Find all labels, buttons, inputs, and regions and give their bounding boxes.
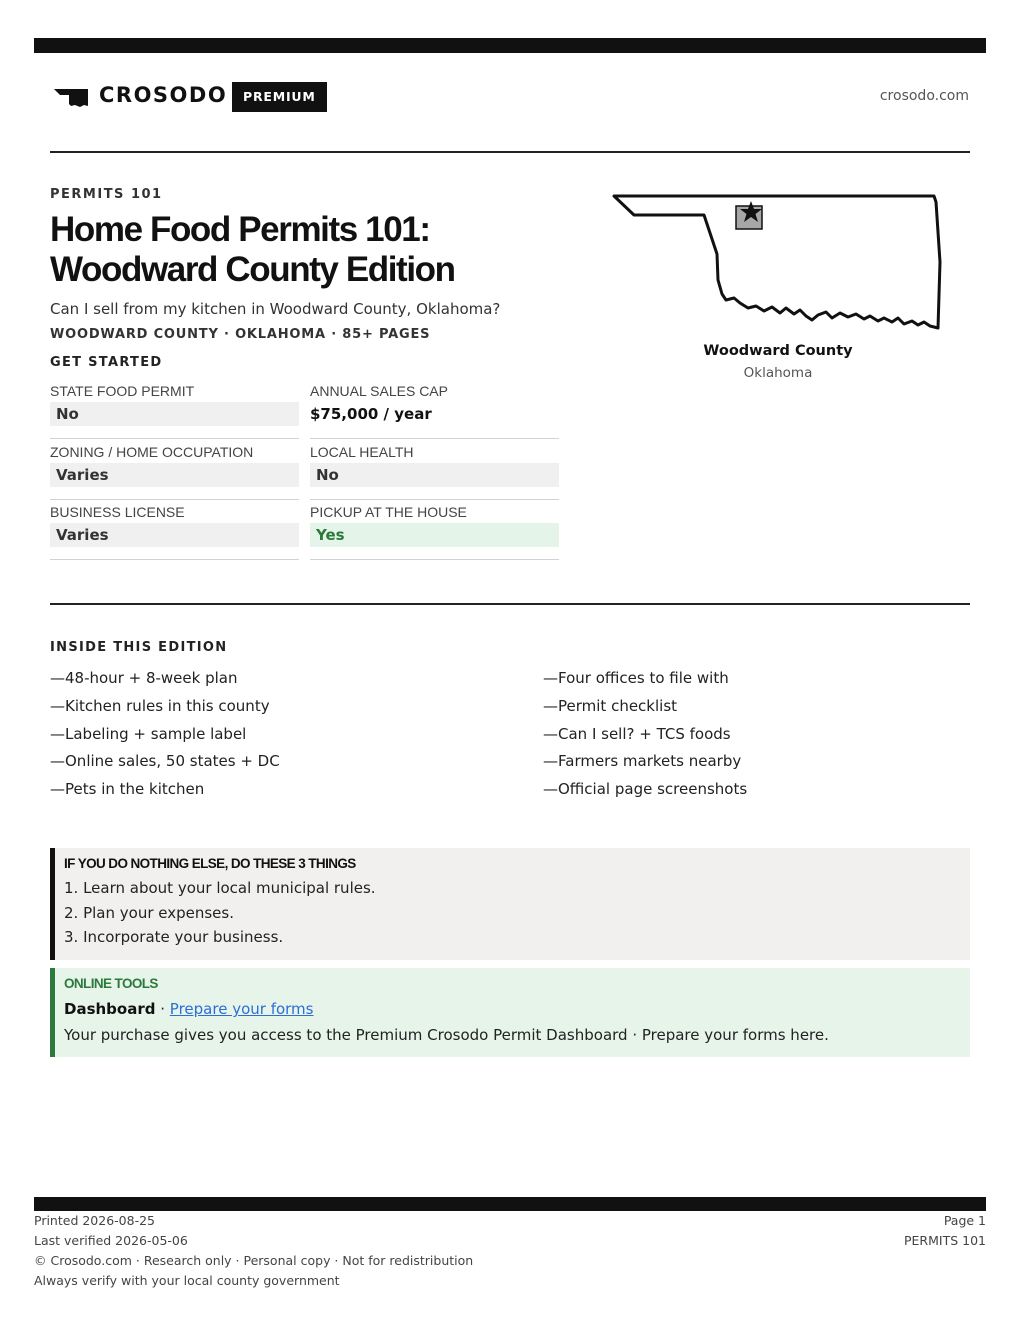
list-item: —Kitchen rules in this county: [50, 696, 270, 715]
fact-label: PICKUP AT THE HOUSE: [310, 504, 467, 520]
verify-note: Always verify with your local county government: [34, 1273, 340, 1288]
prepare-forms-link[interactable]: Prepare your forms: [169, 1000, 314, 1018]
map-county-name: Woodward County: [703, 343, 853, 359]
fact-label: BUSINESS LICENSE: [50, 504, 185, 520]
callout-title: IF YOU DO NOTHING ELSE, DO THESE 3 THINGS: [64, 856, 356, 871]
list-item: —Labeling + sample label: [50, 724, 247, 743]
edition-list-left: [50, 668, 280, 807]
list-item: —Permit checklist: [543, 696, 678, 715]
fact-label: STATE FOOD PERMIT: [50, 383, 195, 399]
brand-name[interactable]: CROSODO: [99, 83, 228, 107]
copyright-text: © Crosodo.com · Research only · Personal copy · Not for redistribution: [34, 1253, 474, 1268]
list-item: —48-hour + 8-week plan: [50, 669, 238, 687]
page-header: [50, 80, 970, 114]
page-title: [50, 210, 590, 290]
printed-date: Printed 2026-08-25: [34, 1213, 155, 1228]
fact-zoning: [50, 444, 299, 500]
map-state-name: Oklahoma: [743, 365, 813, 381]
site-url[interactable]: crosodo.com: [879, 88, 969, 104]
title-line-1: Home Food Permits 101:: [50, 210, 430, 249]
callout-list: [64, 879, 376, 953]
fact-value: Varies: [50, 523, 299, 547]
get-started-label: GET STARTED: [50, 355, 163, 370]
list-item: —Four offices to file with: [543, 669, 729, 687]
fact-pickup-at-house: [310, 504, 559, 560]
state-outline: [614, 196, 940, 328]
list-item: —Farmers markets nearby: [543, 752, 742, 771]
fact-value: $75,000 / year: [310, 405, 432, 423]
list-item: —Pets in the kitchen: [50, 780, 205, 799]
fact-local-health: [310, 444, 559, 500]
list-item: 2. Plan your expenses.: [64, 903, 234, 922]
list-item: —Online sales, 50 states + DC: [50, 752, 280, 771]
title-line-2: Woodward County Edition: [50, 250, 455, 289]
fact-value: No: [310, 463, 559, 487]
premium-badge: PREMIUM: [232, 82, 327, 112]
three-things-callout: [50, 848, 970, 960]
list-item: 3. Incorporate your business.: [64, 928, 284, 947]
fact-label: ANNUAL SALES CAP: [310, 383, 448, 399]
tools-description: Your purchase gives you access to the Premium Crosodo Permit Dashboard · Prepare your forms here.: [64, 1026, 829, 1044]
page-number: Page 1: [943, 1213, 986, 1228]
eyebrow-label: PERMITS 101: [50, 187, 163, 202]
oklahoma-map: [608, 190, 948, 335]
inside-edition-label: INSIDE THIS EDITION: [50, 640, 228, 655]
header-divider: [50, 151, 970, 153]
tools-title: ONLINE TOOLS: [64, 976, 158, 991]
page-subtitle: Can I sell from my kitchen in Woodward County, Oklahoma?: [50, 300, 501, 318]
footer-section: PERMITS 101: [904, 1233, 986, 1248]
fact-label: LOCAL HEALTH: [310, 444, 414, 460]
section-divider: [50, 603, 970, 605]
fact-state-food-permit: [50, 383, 299, 439]
fact-value: Varies: [50, 463, 299, 487]
oklahoma-shape-icon: [54, 87, 88, 107]
top-rule-bar: [34, 38, 986, 53]
fact-value: Yes: [310, 523, 559, 547]
dashboard-label: Dashboard: [64, 1000, 156, 1018]
verified-date: Last verified 2026-05-06: [34, 1233, 188, 1248]
footer-right: [904, 1211, 986, 1251]
tools-links-line: [64, 1000, 313, 1018]
list-item: 1. Learn about your local municipal rules.: [64, 879, 376, 897]
fact-annual-sales-cap: [310, 383, 559, 439]
fact-label: ZONING / HOME OCCUPATION: [50, 444, 254, 460]
fact-business-license: [50, 504, 299, 560]
footer-left: [34, 1211, 473, 1291]
separator: ·: [155, 1000, 170, 1018]
edition-list-right: [543, 668, 747, 807]
list-item: —Official page screenshots: [543, 780, 748, 799]
edition-meta: WOODWARD COUNTY · OKLAHOMA · 85+ PAGES: [50, 327, 431, 342]
fact-value: No: [50, 402, 299, 426]
list-item: —Can I sell? + TCS foods: [543, 724, 731, 743]
online-tools-callout: [50, 968, 970, 1057]
bottom-rule-bar: [34, 1197, 986, 1211]
